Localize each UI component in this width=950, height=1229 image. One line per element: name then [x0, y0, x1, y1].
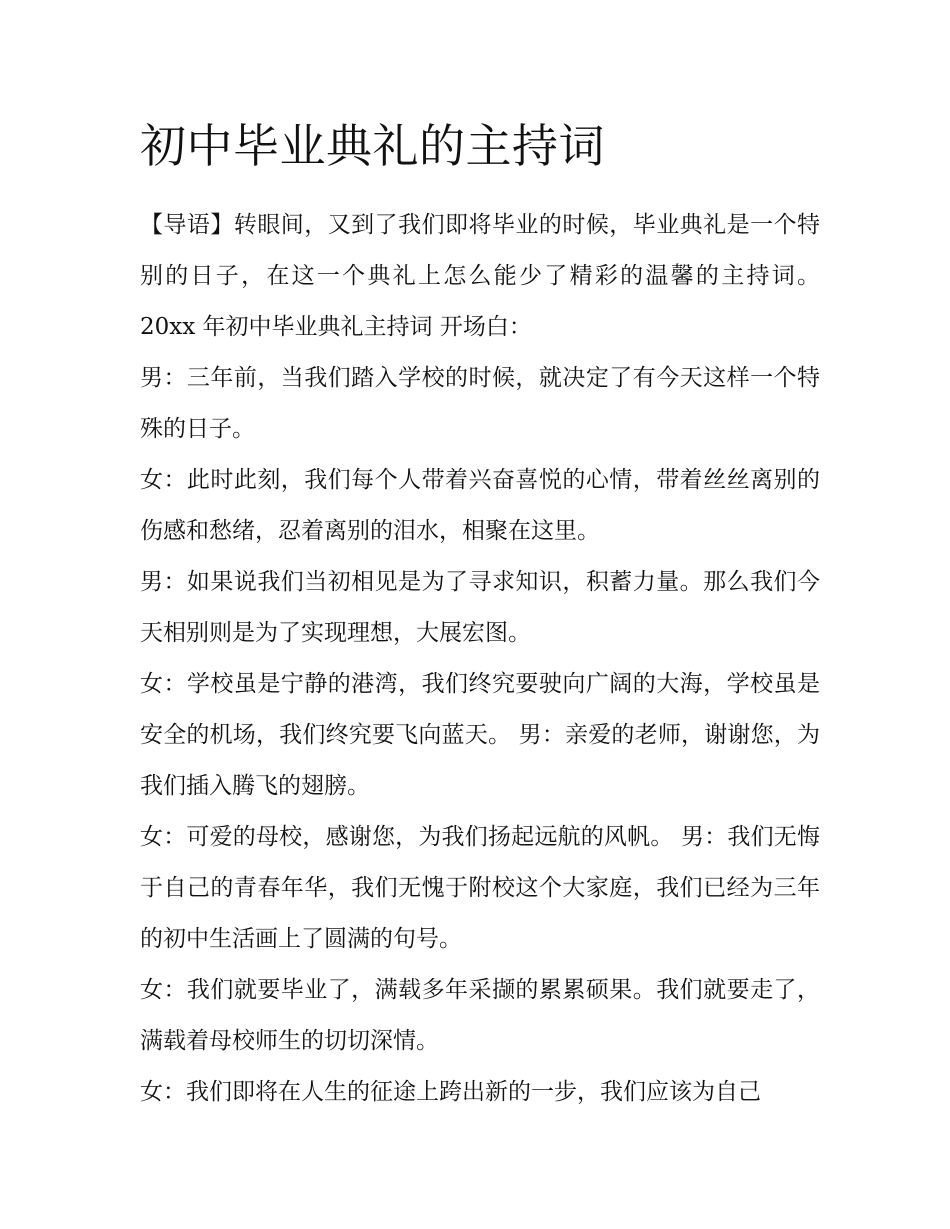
dialogue-paragraph: 女：我们就要毕业了，满载多年采撷的累累硕果。我们就要走了，满载着母校师生的切切深情。: [140, 977, 820, 1054]
page-title: 初中毕业典礼的主持词: [140, 119, 605, 173]
dialogue-paragraph: 女：可爱的母校，感谢您，为我们扬起远航的风帆。 男：我们无悔于自己的青春年华，我们无愧于附校这个大家庭，我们已经为三年的初中生活画上了圆满的句号。: [140, 824, 820, 952]
dialogue-paragraph: 女：学校虽是宁静的港湾，我们终究要驶向广阔的大海，学校虽是安全的机场，我们终究要飞向蓝天。 男：亲爱的老师，谢谢您，为我们插入腾飞的翅膀。: [140, 671, 820, 799]
dialogue-paragraph: 女：此时此刻，我们每个人带着兴奋喜悦的心情，带着丝丝离别的伤感和愁绪，忍着离别的泪水，相聚在这里。: [140, 467, 820, 544]
intro-paragraph: 【导语】转眼间，又到了我们即将毕业的时候，毕业典礼是一个特别的日子，在这一个典礼上怎么能少了精彩的温馨的主持词。 20xx 年初中毕业典礼主持词 开场白：: [140, 212, 820, 340]
dialogue-paragraph: 男：如果说我们当初相见是为了寻求知识，积蓄力量。那么我们今天相别则是为了实现理想，大展宏图。: [140, 569, 820, 646]
document-body: [140, 108, 820, 1118]
dialogue-paragraph: 女：我们即将在人生的征途上跨出新的一步，我们应该为自己: [140, 1079, 761, 1105]
dialogue-paragraph: 男：三年前，当我们踏入学校的时候，就决定了有今天这样一个特殊的日子。: [140, 365, 820, 442]
